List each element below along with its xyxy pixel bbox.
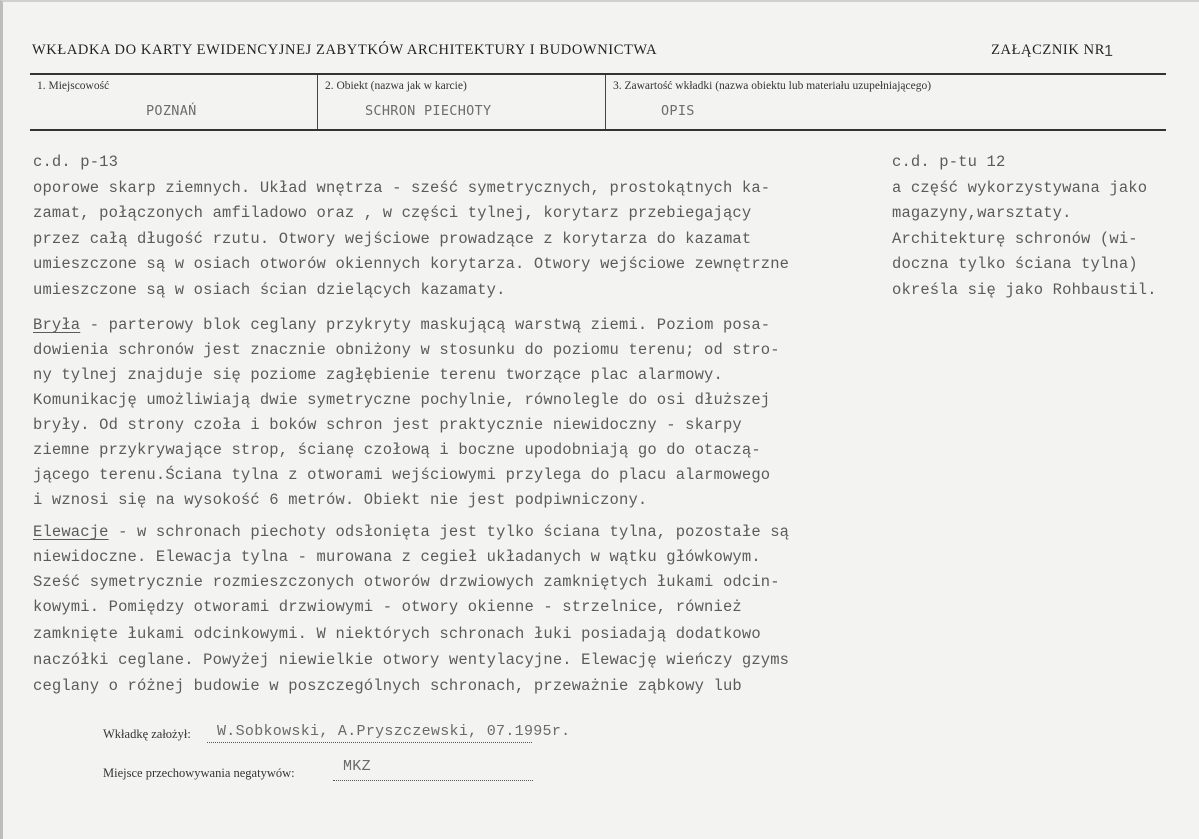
field-value-locality: POZNAŃ <box>146 103 197 119</box>
para1-line: umieszczone są w osiach otworów okiennych korytarza. Otwory wejściowe zewnętrzne <box>33 255 790 273</box>
field-label-content: 3. Zawartość wkładki (nazwa obiektu lub materiału uzupełniającego) <box>613 80 932 92</box>
header-bottom-rule <box>30 129 1166 131</box>
side-line: a część wykorzystywana jako <box>892 179 1148 197</box>
annex-number: 1 <box>1104 43 1113 60</box>
storage-value: MKZ <box>343 758 371 775</box>
header-top-rule <box>30 73 1166 75</box>
para3-line: naczółki ceglane. Powyżej niewielkie otwory wentylacyjne. Elewację wieńczy gzyms <box>33 651 790 669</box>
document-title: WKŁADKA DO KARTY EWIDENCYJNEJ ZABYTKÓW ARCHITEKTURY I BUDOWNICTWA <box>32 42 658 58</box>
founder-dotted-line <box>207 742 532 743</box>
para1-line: oporowe skarp ziemnych. Układ wnętrza - sześć symetrycznych, prostokątnych ka- <box>33 179 771 197</box>
para3-line: niewidoczne. Elewacja tylna - murowana z cegieł układanych w wątku główkowym. <box>33 548 761 566</box>
para2-line: ziemne przykrywające strop, ścianę czołową i boczne upodobniają go do otaczą- <box>33 441 761 459</box>
para2-line: dowienia schronów jest znacznie obniżony w stosunku do poziomu terenu; od stro- <box>33 341 780 359</box>
side-line: określa się jako Rohbaustil. <box>892 281 1157 299</box>
para2-line: i wznosi się na wysokość 6 metrów. Obiekt nie jest podpiwniczony. <box>33 491 648 509</box>
storage-label: Miejsce przechowywania negatywów: <box>103 766 295 780</box>
side-line: doczna tylko ściana tylna) <box>892 255 1138 273</box>
field-value-object: SCHRON PIECHOTY <box>365 103 492 119</box>
para3-first-line <box>33 523 789 541</box>
annex-label: ZAŁĄCZNIK NR <box>991 42 1105 58</box>
para3-line: zamknięte łukami odcinkowymi. W niektórych schronach łuki posiadają dodatkowo <box>33 625 761 643</box>
side-line: Architekturę schronów (wi- <box>892 230 1138 248</box>
para3-line: kowymi. Pomiędzy otworami drzwiowymi - otwory okienne - strzelnice, również <box>33 598 742 616</box>
field-divider-2 <box>605 75 606 129</box>
field-label-locality: 1. Miejscowość <box>37 80 110 92</box>
para3-line: ceglany o różnej budowie w poszczególnych schronach, przeważnie ząbkowy lub <box>33 677 742 695</box>
founder-value: W.Sobkowski, A.Pryszczewski, 07.1995r. <box>217 723 571 740</box>
para2-heading: Bryła <box>33 316 81 334</box>
side-continuation: c.d. p-tu 12 <box>892 153 1006 171</box>
para1-line: przez całą długość rzutu. Otwory wejściowe prowadzące z korytarza do kazamat <box>33 230 752 248</box>
main-continuation: c.d. p-13 <box>33 153 119 171</box>
para1-line: zamat, połączonych amfiladowo oraz , w części tylnej, korytarz przebiegający <box>33 204 752 222</box>
field-divider-1 <box>317 75 318 129</box>
para2-line: - parterowy blok ceglany przykryty maskującą warstwą ziemi. Poziom posa- <box>80 316 771 334</box>
storage-dotted-line <box>333 780 533 781</box>
para2-line: ny tylnej znajduje się poziome zagłębienie terenu tworzące plac alarmowy. <box>33 366 723 384</box>
para2-first-line <box>33 316 770 334</box>
para1-line: umieszczone są w osiach ścian dzielących kazamaty. <box>33 281 506 299</box>
field-label-object: 2. Obiekt (nazwa jak w karcie) <box>325 80 467 92</box>
founder-label: Wkładkę założył: <box>103 727 191 741</box>
para2-line: bryły. Od strony czoła i boków schron jest praktycznie niewidoczny - skarpy <box>33 416 742 434</box>
para3-line: Sześć symetrycznie rozmieszczonych otworów drzwiowych zamkniętych łukami odcin- <box>33 573 780 591</box>
para2-line: Komunikację umożliwiają dwie symetryczne pochylnie, równolegle do osi dłuższej <box>33 391 771 409</box>
para3-heading: Elewacje <box>33 523 109 541</box>
para2-line: jącego terenu.Ściana tylna z otworami wejściowymi przylega do placu alarmowego <box>33 466 771 484</box>
field-value-content: OPIS <box>661 103 695 119</box>
side-line: magazyny,warsztaty. <box>892 204 1072 222</box>
para3-line: - w schronach piechoty odsłonięta jest tylko ściana tylna, pozostałe są <box>108 523 790 541</box>
